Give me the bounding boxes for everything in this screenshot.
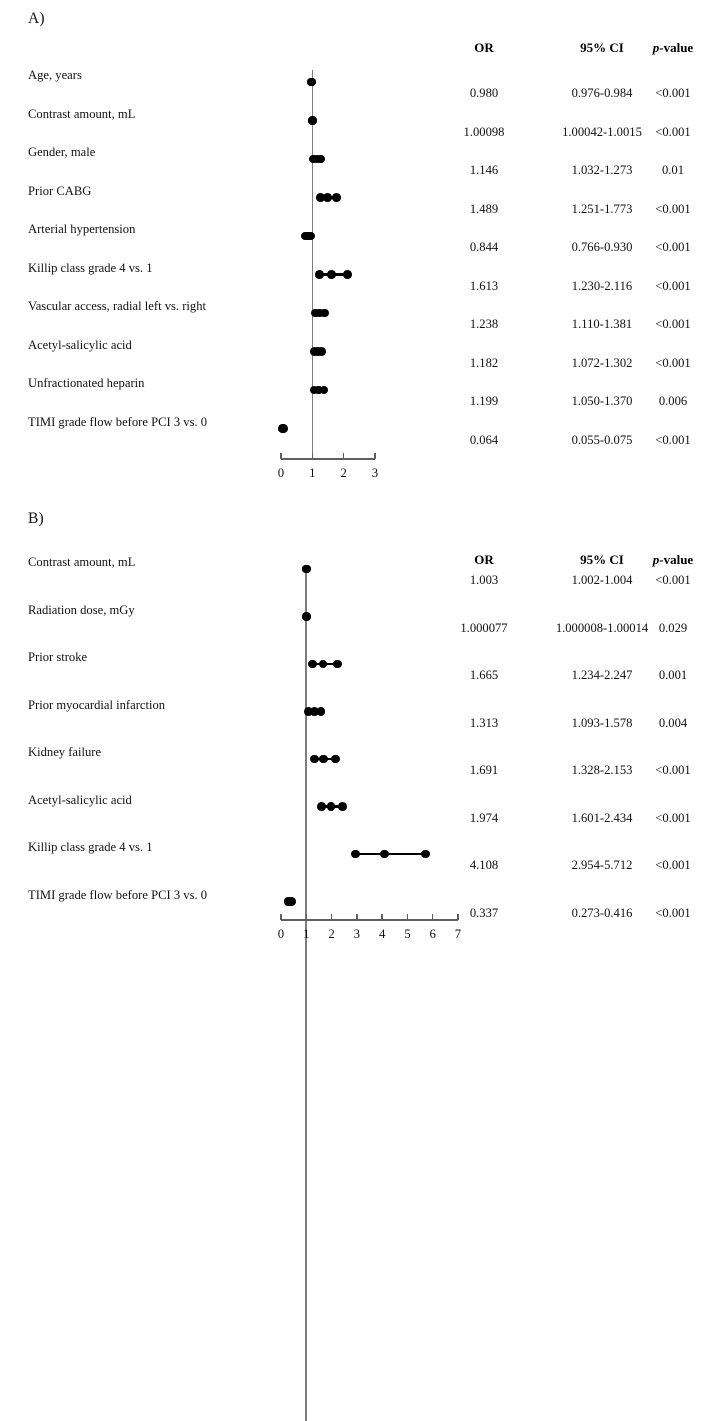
cell-ci: 1.110-1.381 — [571, 317, 633, 331]
panel-b-header-or: OR — [474, 552, 494, 567]
estimate-marker — [323, 193, 332, 202]
panel-b-header-pvalue-italic: p — [652, 552, 660, 567]
estimate-marker — [327, 270, 336, 279]
x-axis-tick — [432, 914, 433, 920]
cell-ci: 1.328-2.153 — [571, 763, 633, 777]
row-label: Arterial hypertension — [28, 222, 136, 236]
x-axis-tick — [343, 453, 344, 459]
cell-ci: 1.093-1.578 — [571, 715, 633, 730]
cell-or: 1.665 — [469, 668, 499, 682]
row-label: Killip class grade 4 vs. 1 — [28, 260, 153, 275]
cell-ci: 1.00042-1.0015 — [562, 124, 642, 139]
reference-line-or-1 — [305, 568, 307, 1421]
cell-ci: 1.000008-1.00014 — [555, 620, 649, 635]
reference-line-or-1 — [312, 70, 314, 460]
cell-ci: 1.072-1.302 — [571, 355, 633, 370]
row-label: Unfractionated heparin — [28, 376, 145, 390]
x-axis-tick-label: 6 — [429, 927, 436, 941]
cell-or: 0.980 — [469, 86, 499, 100]
panel-a-label: A) — [28, 10, 45, 27]
panel-a-header-or: OR — [474, 40, 494, 55]
panel-b-header-ci: 95% CI — [580, 552, 624, 567]
ci-upper-marker — [306, 232, 315, 241]
cell-pvalue: <0.001 — [655, 573, 691, 587]
cell-pvalue: 0.004 — [658, 715, 688, 730]
cell-or: 1.691 — [469, 763, 499, 777]
x-axis-tick-label: 0 — [277, 927, 285, 941]
row-label: Acetyl-salicylic acid — [28, 337, 132, 352]
cell-pvalue: <0.001 — [655, 432, 691, 447]
cell-ci: 0.766-0.930 — [571, 240, 633, 254]
cell-pvalue: 0.01 — [661, 163, 685, 177]
cell-pvalue: <0.001 — [655, 278, 691, 293]
x-axis-tick — [312, 453, 313, 459]
row-label: Contrast amount, mL — [28, 106, 136, 121]
x-axis-tick — [356, 914, 357, 920]
cell-ci: 1.234-2.247 — [571, 668, 633, 682]
cell-pvalue: <0.001 — [655, 858, 691, 872]
cell-pvalue: <0.001 — [655, 355, 691, 370]
cell-ci: 1.002-1.004 — [571, 573, 633, 587]
cell-ci: 1.601-2.434 — [571, 810, 633, 825]
ci-upper-marker — [421, 850, 430, 859]
row-label: Killip class grade 4 vs. 1 — [28, 840, 153, 854]
x-axis-tick-label: 3 — [371, 466, 379, 480]
cell-or: 1.613 — [469, 278, 499, 293]
x-axis-tick-label: 5 — [404, 927, 411, 941]
ci-upper-marker — [338, 802, 347, 811]
ci-upper-marker — [308, 116, 317, 125]
cell-pvalue: <0.001 — [655, 317, 691, 331]
row-label: Prior CABG — [28, 183, 92, 198]
cell-or: 1.182 — [469, 355, 499, 370]
cell-pvalue: <0.001 — [655, 810, 691, 825]
cell-pvalue: <0.001 — [655, 240, 691, 254]
ci-upper-marker — [316, 155, 325, 164]
panel-b-label: B) — [28, 510, 44, 527]
cell-pvalue: <0.001 — [655, 763, 691, 777]
x-axis-tick-label: 7 — [454, 927, 462, 941]
row-label: Prior myocardial infarction — [28, 697, 166, 712]
cell-or: 1.00098 — [463, 124, 505, 139]
x-axis-tick — [374, 453, 375, 459]
cell-or: 1.489 — [469, 201, 499, 216]
x-axis-tick-label: 3 — [353, 927, 361, 941]
cell-or: 1.313 — [469, 715, 499, 730]
estimate-marker — [380, 850, 389, 859]
ci-upper-marker — [302, 565, 311, 574]
x-axis-tick-label: 4 — [378, 927, 386, 941]
row-label: Gender, male — [28, 145, 96, 159]
ci-upper-marker — [343, 270, 352, 279]
row-label: Age, years — [28, 68, 82, 82]
cell-pvalue: 0.001 — [658, 668, 688, 682]
ci-upper-marker — [279, 424, 288, 433]
ci-upper-marker — [307, 78, 316, 87]
x-axis-tick-label: 0 — [277, 466, 285, 480]
panel-a — [0, 0, 722, 500]
ci-upper-marker — [317, 347, 326, 356]
cell-pvalue: <0.001 — [655, 86, 691, 100]
x-axis-tick-label: 1 — [303, 927, 310, 941]
panel-a-header-pvalue-rest: -value — [659, 40, 694, 55]
x-axis-tick — [381, 914, 382, 920]
cell-or: 0.844 — [469, 240, 499, 254]
x-axis-tick-label: 1 — [309, 466, 316, 480]
ci-upper-marker — [287, 897, 296, 906]
row-label: Contrast amount, mL — [28, 555, 136, 569]
x-axis-tick-label: 2 — [340, 466, 347, 480]
cell-ci: 1.251-1.773 — [571, 201, 633, 216]
cell-ci: 2.954-5.712 — [571, 858, 633, 872]
ci-lower-marker — [308, 660, 317, 669]
cell-or: 0.064 — [469, 432, 499, 447]
x-axis-tick-label: 2 — [328, 927, 335, 941]
cell-ci: 1.032-1.273 — [571, 163, 633, 177]
cell-pvalue: <0.001 — [655, 201, 691, 216]
cell-ci: 1.230-2.116 — [571, 278, 633, 293]
cell-ci: 0.976-0.984 — [571, 86, 633, 100]
x-axis-tick — [280, 914, 281, 920]
ci-upper-marker — [320, 309, 329, 318]
estimate-marker — [319, 660, 328, 669]
cell-or: 1.974 — [469, 810, 499, 825]
ci-upper-marker — [333, 660, 342, 669]
ci-lower-marker — [351, 850, 360, 859]
cell-or: 4.108 — [469, 858, 499, 872]
ci-lower-marker — [315, 270, 324, 279]
row-label: Kidney failure — [28, 745, 102, 759]
x-axis-tick — [280, 453, 281, 459]
ci-upper-marker — [320, 386, 329, 395]
panel-a-header-pvalue-italic: p — [652, 40, 660, 55]
x-axis-line — [281, 458, 375, 460]
x-axis-tick — [331, 914, 332, 920]
row-label: Radiation dose, mGy — [28, 602, 135, 617]
cell-or: 1.199 — [469, 394, 499, 408]
ci-upper-marker — [331, 755, 340, 764]
cell-or: 0.337 — [469, 905, 499, 920]
ci-lower-marker — [310, 755, 319, 764]
cell-ci: 0.273-0.416 — [571, 905, 633, 920]
ci-upper-marker — [317, 707, 326, 716]
cell-pvalue: <0.001 — [655, 124, 691, 139]
ci-upper-marker — [332, 193, 341, 202]
row-label: Vascular access, radial left vs. right — [28, 299, 206, 313]
cell-pvalue: 0.029 — [658, 620, 688, 635]
cell-or: 1.238 — [469, 317, 499, 331]
x-axis-tick — [457, 914, 458, 920]
ci-upper-marker — [302, 612, 311, 621]
cell-pvalue: 0.006 — [658, 394, 688, 408]
cell-or: 1.000077 — [460, 620, 508, 635]
panel-b — [0, 500, 722, 954]
panel-a-header-ci: 95% CI — [580, 40, 624, 55]
row-label: TIMI grade flow before PCI 3 vs. 0 — [28, 414, 208, 429]
x-axis-tick — [407, 914, 408, 920]
estimate-marker — [319, 755, 328, 764]
estimate-marker — [327, 802, 336, 811]
panel-b-header-pvalue-rest: -value — [659, 552, 694, 567]
cell-or: 1.003 — [469, 573, 499, 587]
cell-ci: 0.055-0.075 — [571, 432, 633, 447]
row-label: TIMI grade flow before PCI 3 vs. 0 — [28, 887, 208, 902]
cell-or: 1.146 — [469, 163, 499, 177]
x-axis-tick — [306, 914, 307, 920]
cell-pvalue: <0.001 — [655, 905, 691, 920]
cell-ci: 1.050-1.370 — [571, 394, 633, 408]
ci-lower-marker — [317, 802, 326, 811]
ci-bar — [356, 853, 426, 856]
row-label: Acetyl-salicylic acid — [28, 792, 132, 807]
row-label: Prior stroke — [28, 650, 88, 664]
